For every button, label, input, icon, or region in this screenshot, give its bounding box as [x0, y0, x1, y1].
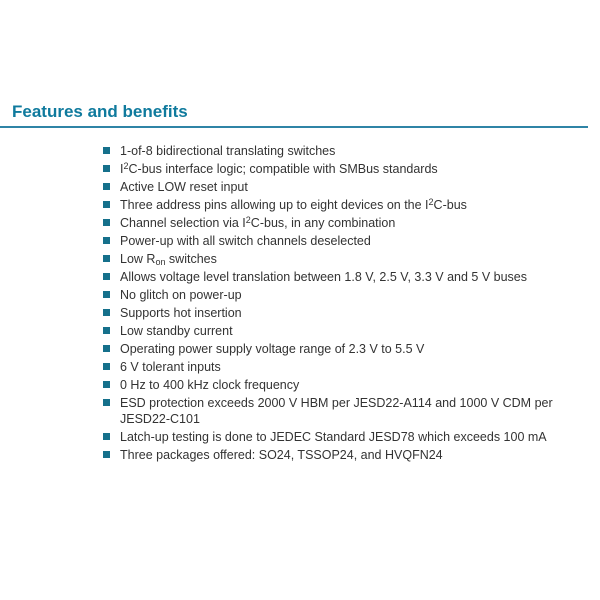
list-item	[103, 161, 565, 177]
bullet-square-icon	[103, 345, 110, 352]
bullet-square-icon	[103, 183, 110, 190]
bullet-square-icon	[103, 381, 110, 388]
bullet-square-icon	[103, 255, 110, 262]
list-item	[103, 251, 565, 267]
list-item	[103, 395, 565, 427]
bullet-square-icon	[103, 237, 110, 244]
list-item-text: Operating power supply voltage range of 2.3 V to 5.5 V	[120, 342, 425, 356]
list-item	[103, 447, 565, 463]
list-item	[103, 377, 565, 393]
list-item-text: Three packages offered: SO24, TSSOP24, and HVQFN24	[120, 448, 443, 462]
section-title: Features and benefits	[12, 102, 188, 121]
bullet-square-icon	[103, 451, 110, 458]
bullet-square-icon	[103, 291, 110, 298]
list-item	[103, 269, 565, 285]
list-item	[103, 233, 565, 249]
list-item-text: 1-of-8 bidirectional translating switches	[120, 144, 336, 158]
list-item-text: 0 Hz to 400 kHz clock frequency	[120, 378, 300, 392]
list-item	[103, 429, 565, 445]
bullet-square-icon	[103, 165, 110, 172]
list-item-text: Supports hot insertion	[120, 306, 242, 320]
list-item-text: Channel selection via $I^2C$-bus, in any combination	[120, 215, 396, 230]
bullet-square-icon	[103, 363, 110, 370]
bullet-square-icon	[103, 309, 110, 316]
list-item	[103, 197, 565, 213]
list-item	[103, 341, 565, 357]
list-item-text: ESD protection exceeds 2000 V HBM per JESD22-A114 and 1000 V CDM per JESD22-C101	[120, 396, 553, 426]
list-item	[103, 323, 565, 339]
bullet-square-icon	[103, 219, 110, 226]
list-item	[103, 215, 565, 231]
list-item	[103, 305, 565, 321]
list-item-text: Latch-up testing is done to JEDEC Standard JESD78 which exceeds 100 mA	[120, 430, 547, 444]
list-item	[103, 143, 565, 159]
bullet-square-icon	[103, 399, 110, 406]
list-item-text: 6 V tolerant inputs	[120, 360, 221, 374]
list-item-text: Three address pins allowing up to eight devices on the $I^2C$-bus	[120, 197, 467, 212]
list-item-text: Active LOW reset input	[120, 180, 248, 194]
list-item-text: Low $R_{on}$ switches	[120, 252, 217, 267]
features-list	[103, 143, 565, 465]
bullet-square-icon	[103, 147, 110, 154]
bullet-square-icon	[103, 327, 110, 334]
list-item	[103, 359, 565, 375]
list-item-text: Power-up with all switch channels deselected	[120, 234, 371, 248]
bullet-square-icon	[103, 273, 110, 280]
bullet-square-icon	[103, 433, 110, 440]
list-item-text: $I^2C$-bus interface logic; compatible with SMBus standards	[120, 161, 438, 176]
bullet-square-icon	[103, 201, 110, 208]
list-item-text: Low standby current	[120, 324, 233, 338]
list-item	[103, 287, 565, 303]
list-item-text: Allows voltage level translation between 1.8 V, 2.5 V, 3.3 V and 5 V buses	[120, 270, 527, 284]
section-divider	[0, 126, 588, 128]
list-item-text: No glitch on power-up	[120, 288, 242, 302]
list-item	[103, 179, 565, 195]
